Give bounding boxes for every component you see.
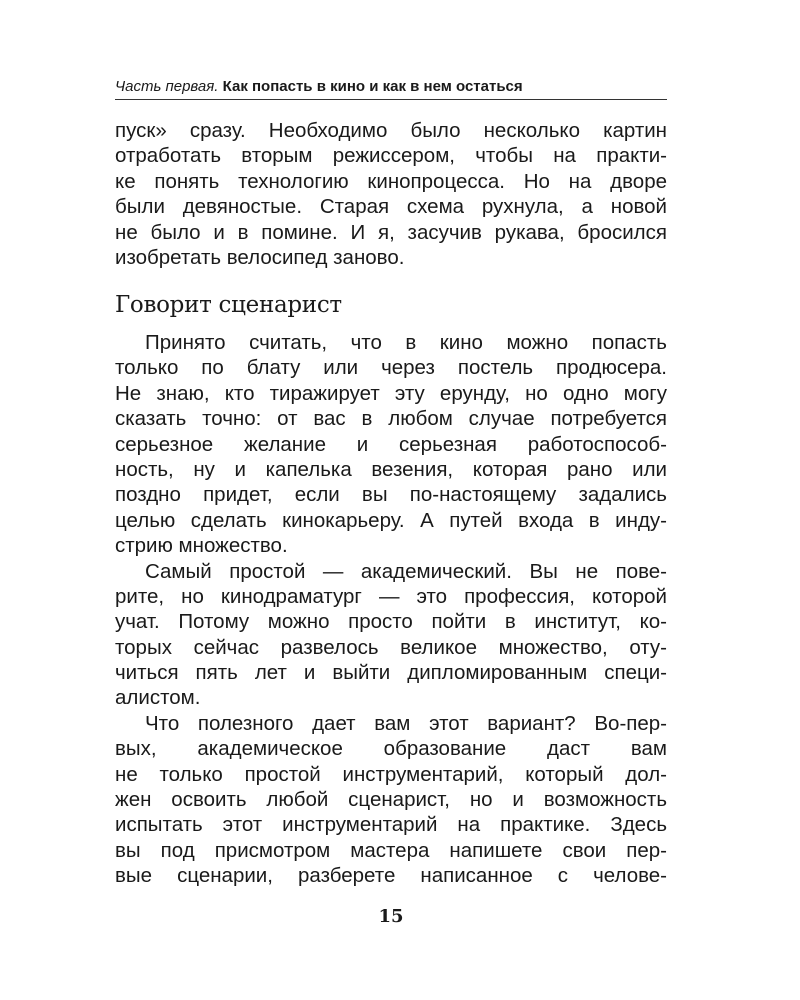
text-line: алистом. bbox=[115, 686, 201, 710]
text-line: изобретать велосипед заново. bbox=[115, 245, 405, 269]
text-line: были девяностые. Старая схема рухнула, а новой bbox=[115, 195, 667, 219]
page-number: 15 bbox=[378, 906, 404, 927]
text-line: торых сейчас развелось великое множество, оту- bbox=[115, 635, 667, 659]
text-line: поздно придет, если вы по-настоящему задались bbox=[115, 483, 667, 507]
text-line: сказать точно: от вас в любом случае потребуется bbox=[115, 407, 667, 431]
text-line: вых, академическое образование даст вам bbox=[115, 737, 667, 761]
text-line: читься пять лет и выйти дипломированным специ- bbox=[115, 661, 667, 685]
text-line: Принято считать, что в кино можно попасть bbox=[145, 331, 667, 354]
text-line: не только простой инструментарий, который дол- bbox=[115, 762, 667, 786]
text-line: Не знаю, кто тиражирует эту ерунду, но одно могу bbox=[115, 381, 667, 405]
text-line: Что полезного дает вам этот вариант? Во-пер- bbox=[145, 711, 667, 735]
text-line: ке понять технологию кинопроцесса. Но на дворе bbox=[115, 169, 667, 193]
section-heading: Говорит сценарист bbox=[115, 292, 342, 318]
text-line: стрию множество. bbox=[115, 534, 288, 558]
intro-paragraph bbox=[115, 118, 667, 270]
text-line: Самый простой — академический. Вы не пове- bbox=[145, 559, 667, 583]
text-line: рите, но кинодраматург — это профессия, которой bbox=[115, 584, 667, 608]
text-line: жен освоить любой сценарист, но и возможность bbox=[115, 788, 667, 812]
text-line: только по блату или через постель продюсера. bbox=[115, 356, 667, 380]
text-line: пуск» сразу. Необходимо было несколько картин bbox=[115, 119, 667, 142]
text-line: отработать вторым режиссером, чтобы на практи- bbox=[115, 144, 667, 168]
running-head-chapter: Как попасть в кино и как в нем остаться bbox=[222, 78, 523, 95]
section-body bbox=[115, 330, 667, 889]
text-line: не было и в помине. И я, засучив рукава, бросился bbox=[115, 220, 667, 244]
text-line: испытать этот инструментарий на практике. Здесь bbox=[115, 813, 667, 837]
running-head bbox=[115, 77, 667, 100]
text-line: целью сделать кинокарьеру. А путей входа в инду- bbox=[115, 508, 667, 532]
running-head-part: Часть первая. bbox=[115, 78, 219, 95]
text-line: ность, ну и капелька везения, которая рано или bbox=[115, 457, 667, 481]
text-line: серьезное желание и серьезная работоспособ- bbox=[115, 432, 667, 456]
text-line: вы под присмотром мастера напишете свои пер- bbox=[115, 838, 667, 862]
text-line: учат. Потому можно просто пойти в институт, ко- bbox=[115, 610, 667, 634]
text-line: вые сценарии, разберете написанное с челове- bbox=[115, 864, 667, 888]
